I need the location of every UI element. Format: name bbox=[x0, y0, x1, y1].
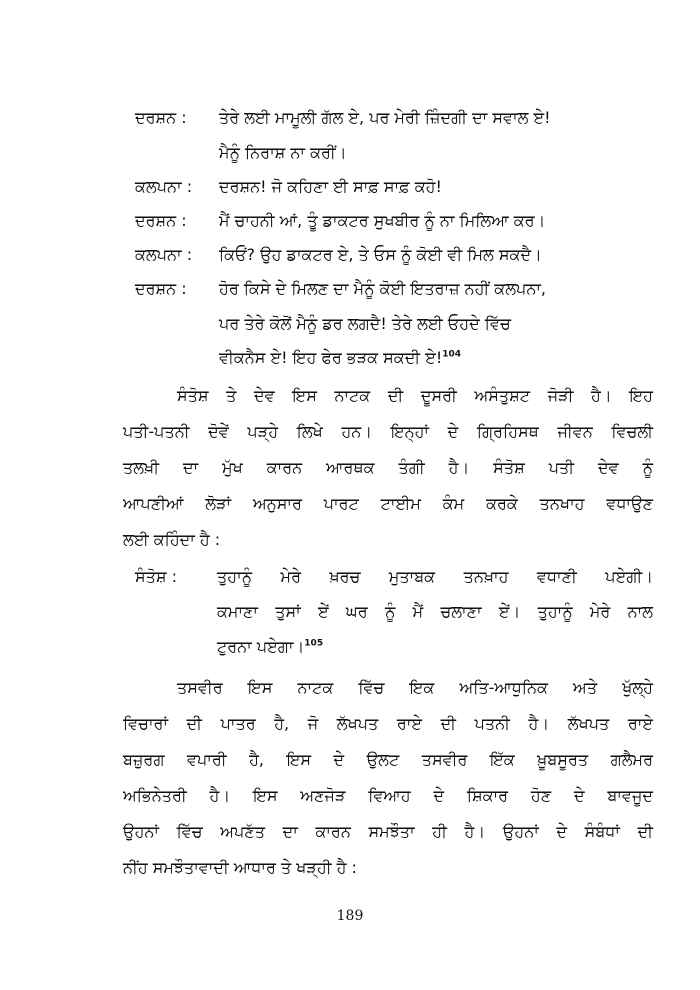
paragraph-line: ਸੰਤੋਸ਼ ਤੇ ਦੇਵ ਇਸ ਨਾਟਕ ਦੀ ਦੂਸਰੀ ਅਸੰਤੁਸ਼ਟ ਜੋੜੀ ਹੈ। ਇਹ bbox=[177, 386, 653, 405]
dialogue-text: ਟੁਰਨਾ ਪਏਗਾ। bbox=[217, 637, 305, 656]
paragraph-line: ਅਭਿਨੇਤਰੀ ਹੈ। ਇਸ ਅਣਜੋੜ ਵਿਆਹ ਦੇ ਸ਼ਿਕਾਰ ਹੋਣ ਦੇ ਬਾਵਜੂਦ bbox=[123, 786, 653, 805]
speaker-label: ਦਰਸ਼ਨ : bbox=[135, 211, 187, 230]
paragraph-line: ਆਪਣੀਆਂ ਲੋੜਾਂ ਅਨੁਸਾਰ ਪਾਰਟ ਟਾਈਮ ਕੰਮ ਕਰਕੇ ਤਨਖਾਹ ਵਧਾਉਣ bbox=[123, 494, 653, 513]
dialogue-continuation bbox=[217, 633, 653, 661]
footnote-marker: 104 bbox=[442, 349, 462, 360]
dialogue-continuation: ਮੈਨੂੰ ਨਿਰਾਸ਼ ਨਾ ਕਰੀਂ। bbox=[219, 143, 347, 162]
dialogue-text: ਤੇਰੇ ਲਈ ਮਾਮੂਲੀ ਗੱਲ ਏ, ਪਰ ਮੇਰੀ ਜ਼ਿੰਦਗੀ ਦਾ ਸਵਾਲ ਏ! bbox=[219, 108, 551, 127]
paragraph-line: ਪਤੀ-ਪਤਨੀ ਦੋਵੇਂ ਪੜ੍ਹੇ ਲਿਖੇ ਹਨ। ਇਨ੍ਹਾਂ ਦੇ ਗ੍ਰਿਹਿਸਥ ਜੀਵਨ ਵਿਚਲੀ bbox=[123, 422, 653, 441]
paragraph-line: ਨੀਂਹ ਸਮਝੌਤਾਵਾਦੀ ਆਧਾਰ ਤੇ ਖੜ੍ਹੀ ਹੈ : bbox=[123, 858, 357, 877]
speaker-label: ਦਰਸ਼ਨ : bbox=[135, 108, 187, 127]
paragraph-line: ਵਿਚਾਰਾਂ ਦੀ ਪਾਤਰ ਹੈ, ਜੋ ਲੱਖਪਤ ਰਾਏ ਦੀ ਪਤਨੀ ਹੈ। ਲੱਖਪਤ ਰਾਏ bbox=[123, 714, 653, 733]
dialogue-continuation: ਪਰ ਤੇਰੇ ਕੋਲੋਂ ਮੈਨੂੰ ਡਰ ਲਗਦੈ! ਤੇਰੇ ਲਈ ਓਹਦੇ ਵਿੱਚ bbox=[219, 314, 511, 333]
paragraph-line: ਬਜ਼ੁਰਗ ਵਪਾਰੀ ਹੈ, ਇਸ ਦੇ ਉਲਟ ਤਸਵੀਰ ਇੱਕ ਖ਼ੂਬਸੂਰਤ ਗਲੈਮਰ bbox=[123, 750, 653, 769]
paragraph-line: ਲਈ ਕਹਿੰਦਾ ਹੈ : bbox=[123, 530, 221, 549]
paragraph-line: ਉਹਨਾਂ ਵਿੱਚ ਅਪਣੱਤ ਦਾ ਕਾਰਨ ਸਮਝੌਤਾ ਹੀ ਹੈ। ਉਹਨਾਂ ਦੇ ਸੰਬੰਧਾਂ ਦੀ bbox=[123, 822, 653, 841]
dialogue-text: ਤੁਹਾਨੂੰ ਮੇਰੇ ਖ਼ਰਚ ਮੁਤਾਬਕ ਤਨਖ਼ਾਹ ਵਧਾਣੀ ਪਏਗੀ। bbox=[217, 567, 653, 586]
dialogue-text: ਮੈਂ ਚਾਹਨੀ ਆਂ, ਤੂੰ ਡਾਕਟਰ ਸੁਖਬੀਰ ਨੂੰ ਨਾ ਮਿਲਿਆ ਕਰ। bbox=[219, 211, 546, 230]
page-number: 189 bbox=[336, 908, 364, 924]
paragraph-line: ਤਸਵੀਰ ਇਸ ਨਾਟਕ ਵਿੱਚ ਇਕ ਅਤਿ-ਆਧੁਨਿਕ ਅਤੇ ਖੁੱਲ੍ਹੇ bbox=[177, 678, 653, 697]
footnote-marker: 105 bbox=[304, 638, 324, 649]
dialogue-line bbox=[135, 241, 655, 269]
speaker-label: ਦਰਸ਼ਨ : bbox=[135, 279, 187, 298]
speaker-label: ਸੰਤੋਸ਼ : bbox=[135, 567, 178, 586]
dialogue-line bbox=[135, 173, 655, 201]
speaker-label: ਕਲਪਨਾ : bbox=[135, 177, 193, 196]
dialogue-line bbox=[135, 104, 655, 132]
dialogue-text: ਹੋਰ ਕਿਸੇ ਦੇ ਮਿਲਣ ਦਾ ਮੈਨੂੰ ਕੋਈ ਇਤਰਾਜ਼ ਨਹੀਂ ਕਲਪਨਾ, bbox=[219, 279, 547, 298]
dialogue-line bbox=[135, 207, 655, 235]
dialogue-line bbox=[135, 275, 655, 303]
dialogue-text: ਕਮਾਣਾ ਤੁਸਾਂ ਏਂ ਘਰ ਨੂੰ ਮੈਂ ਚਲਾਣਾ ਏਂ। ਤੁਹਾਨੂੰ ਮੇਰੇ ਨਾਲ bbox=[217, 602, 653, 621]
dialogue-continuation bbox=[219, 344, 461, 372]
dialogue-text: ਦਰਸ਼ਨ! ਜੋ ਕਹਿਣਾ ਈ ਸਾਫ਼ ਸਾਫ਼ ਕਹੋ! bbox=[219, 177, 442, 196]
dialogue-text: ਕਿਓਂ? ਉਹ ਡਾਕਟਰ ਏ, ਤੇ ਓਸ ਨੂੰ ਕੋਈ ਵੀ ਮਿਲ ਸਕਦੈ। bbox=[219, 245, 542, 264]
speaker-label: ਕਲਪਨਾ : bbox=[135, 245, 193, 264]
paragraph-line: ਤਲਖ਼ੀ ਦਾ ਮੁੱਖ ਕਾਰਨ ਆਰਥਕ ਤੰਗੀ ਹੈ। ਸੰਤੋਸ਼ ਪਤੀ ਦੇਵ ਨੂੰ bbox=[123, 458, 653, 477]
dialogue-text: ਵੀਕਨੈਸ ਏ! ਇਹ ਫੇਰ ਭੜਕ ਸਕਦੀ ਏ! bbox=[219, 348, 443, 367]
